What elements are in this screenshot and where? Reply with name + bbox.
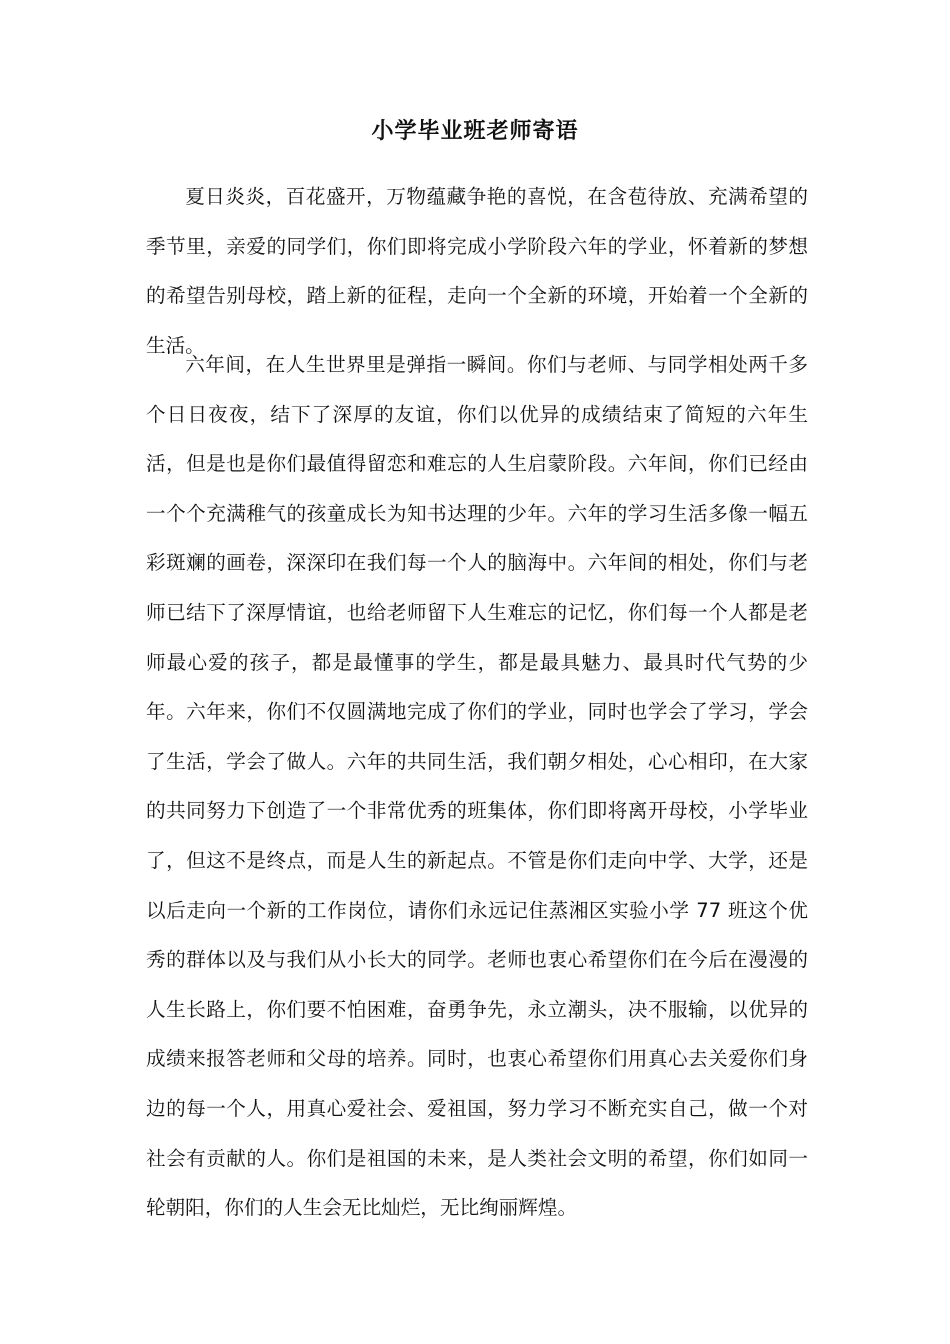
paragraph-1: 夏日炎炎，百花盛开，万物蕴藏争艳的喜悦，在含苞待放、充满希望的季节里，亲爱的同学们，你们即将完成小学阶段六年的学业，怀着新的梦想的希望告别母校，踏上新的征程，走向一个全新的环境，开始着一个全新的生活。: [146, 185, 808, 357]
paragraph-2: 六年间，在人生世界里是弹指一瞬间。你们与老师、与同学相处两千多个日日夜夜，结下了深厚的友谊，你们以优异的成绩结束了简短的六年生活，但是也是你们最值得留恋和难忘的人生启蒙阶段。六年间，你们已经由一个个充满稚气的孩童成长为知书达理的少年。六年的学习生活多像一幅五彩斑斓的画卷，深深印在我们每一个人的脑海中。六年间的相处，你们与老师已结下了深厚情谊，也给老师留下人生难忘的记忆，你们每一个人都是老师最心爱的孩子，都是最懂事的学生，都是最具魅力、最具时代气势的少年。六年来，你们不仅圆满地完成了你们的学业，同时也学会了学习，学会了生活，学会了做人。六年的共同生活，我们朝夕相处，心心相印，在大家的共同努力下创造了一个非常优秀的班集体，你们即将离开母校，小学毕业了，但这不是终点，而是人生的新起点。不管是你们走向中学、大学，还是以后走向一个新的工作岗位，请你们永远记住蒸湘区实验小学 77 班这个优秀的群体以及与我们从小长大的同学。老师也衷心希望你们在今后在漫漫的人生长路上，你们要不怕困难，奋勇争先，永立潮头，决不服输，以优异的成绩来报答老师和父母的培养。同时，也衷心希望你们用真心去关爱你们身边的每一个人，用真心爱社会、爱祖国，努力学习不断充实自己，做一个对社会有贡献的人。你们是祖国的未来，是人类社会文明的希望，你们如同一轮朝阳，你们的人生会无比灿烂，无比绚丽辉煌。: [146, 353, 808, 1220]
document-title: 小学毕业班老师寄语: [371, 119, 579, 144]
